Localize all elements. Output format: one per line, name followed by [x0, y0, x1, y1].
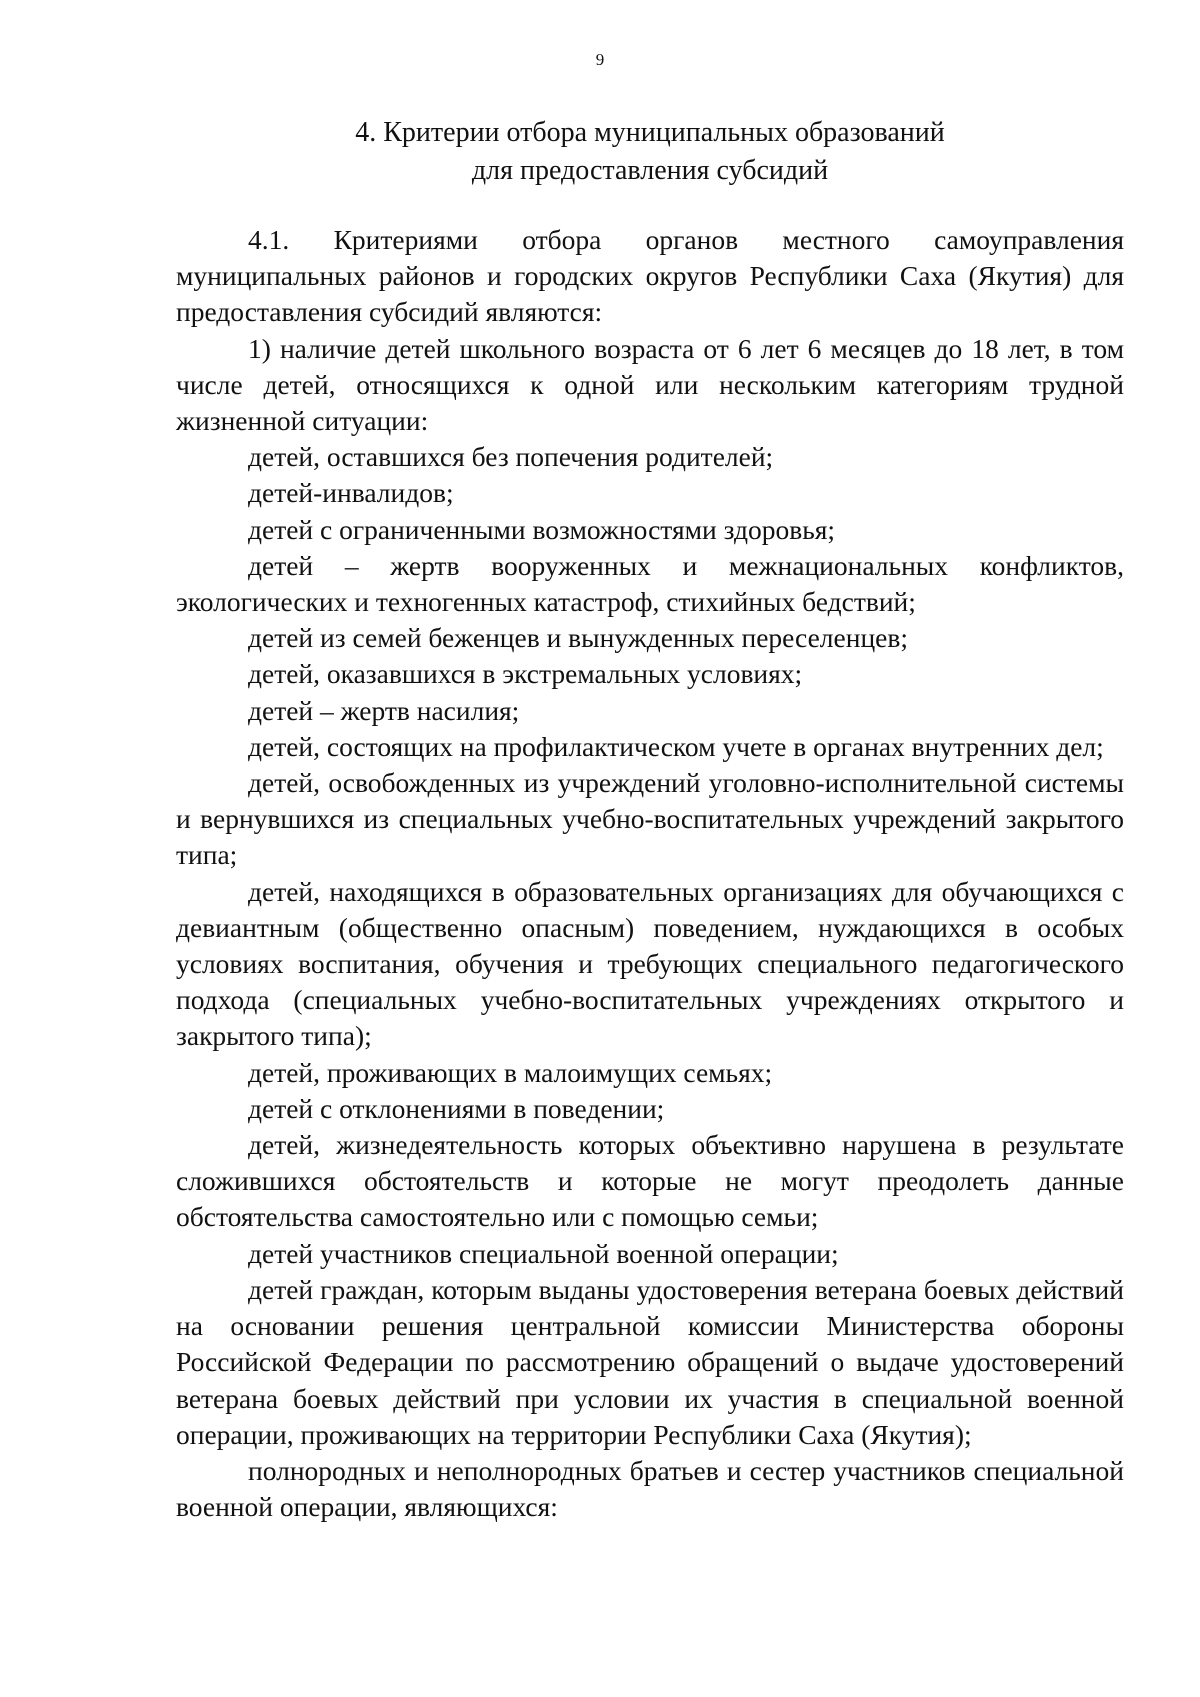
document-body — [176, 222, 1124, 1525]
section-title-line-2: для предоставления субсидий — [471, 155, 829, 186]
list-item: детей-инвалидов; — [248, 477, 454, 509]
list-item: детей – жертв вооруженных и межнациональных конфликтов, экологических и техногенных катастроф, стихийных бедствий; — [176, 549, 1124, 618]
page-number: 9 — [595, 50, 605, 69]
list-item: детей с отклонениями в поведении; — [248, 1092, 665, 1124]
section-heading — [176, 114, 1124, 190]
list-item: детей, состоящих на профилактическом учете в органах внутренних дел; — [248, 730, 1104, 762]
list-item: полнородных и неполнородных братьев и сестер участников специальной военной операции, являющихся: — [176, 1454, 1124, 1523]
list-item: детей участников специальной военной операции; — [248, 1237, 839, 1269]
list-item: детей с ограниченными возможностями здоровья; — [248, 513, 836, 545]
list-item: детей граждан, которым выданы удостоверения ветерана боевых действий на основании решения центральной комиссии Министерства обороны Российской Федерации по рассмотрению обращений о выдаче удостоверений ветерана боевых действий при условии их участия в специальной военной операции, проживающих на территории Республики Саха (Якутия); — [176, 1273, 1124, 1450]
list-item: детей, проживающих в малоимущих семьях; — [248, 1056, 773, 1088]
list-item: детей, находящихся в образовательных организациях для обучающихся с девиантным (общественно опасным) поведением, нуждающихся в особых условиях воспитания, обучения и требующих специального педагогического подхода (специальных учебно-воспитательных учреждениях открытого и закрытого типа); — [176, 875, 1124, 1052]
list-item: детей, жизнедеятельность которых объективно нарушена в результате сложившихся обстоятельств и которые не могут преодолеть данные обстоятельства самостоятельно или с помощью семьи; — [176, 1129, 1124, 1233]
list-item: детей, оставшихся без попечения родителей; — [248, 441, 774, 473]
list-item: детей, оказавшихся в экстремальных условиях; — [248, 658, 803, 690]
list-item: детей – жертв насилия; — [248, 694, 520, 726]
section-title-line-1: 4. Критерии отбора муниципальных образований — [355, 117, 945, 148]
paragraph-item-1: 1) наличие детей школьного возраста от 6 лет 6 месяцев до 18 лет, в том числе детей, относящихся к одной или нескольким категориям трудной жизненной ситуации: — [176, 332, 1124, 437]
paragraph-criteria-intro: 4.1. Критериями отбора органов местного самоуправления муниципальных районов и городских округов Республики Саха (Якутия) для предоставления субсидий являются: — [176, 224, 1124, 328]
list-item: детей из семей беженцев и вынужденных переселенцев; — [248, 622, 908, 654]
list-item: детей, освобожденных из учреждений уголовно-исполнительной системы и вернувшихся из специальных учебно-воспитательных учреждений закрытого типа; — [176, 767, 1124, 871]
